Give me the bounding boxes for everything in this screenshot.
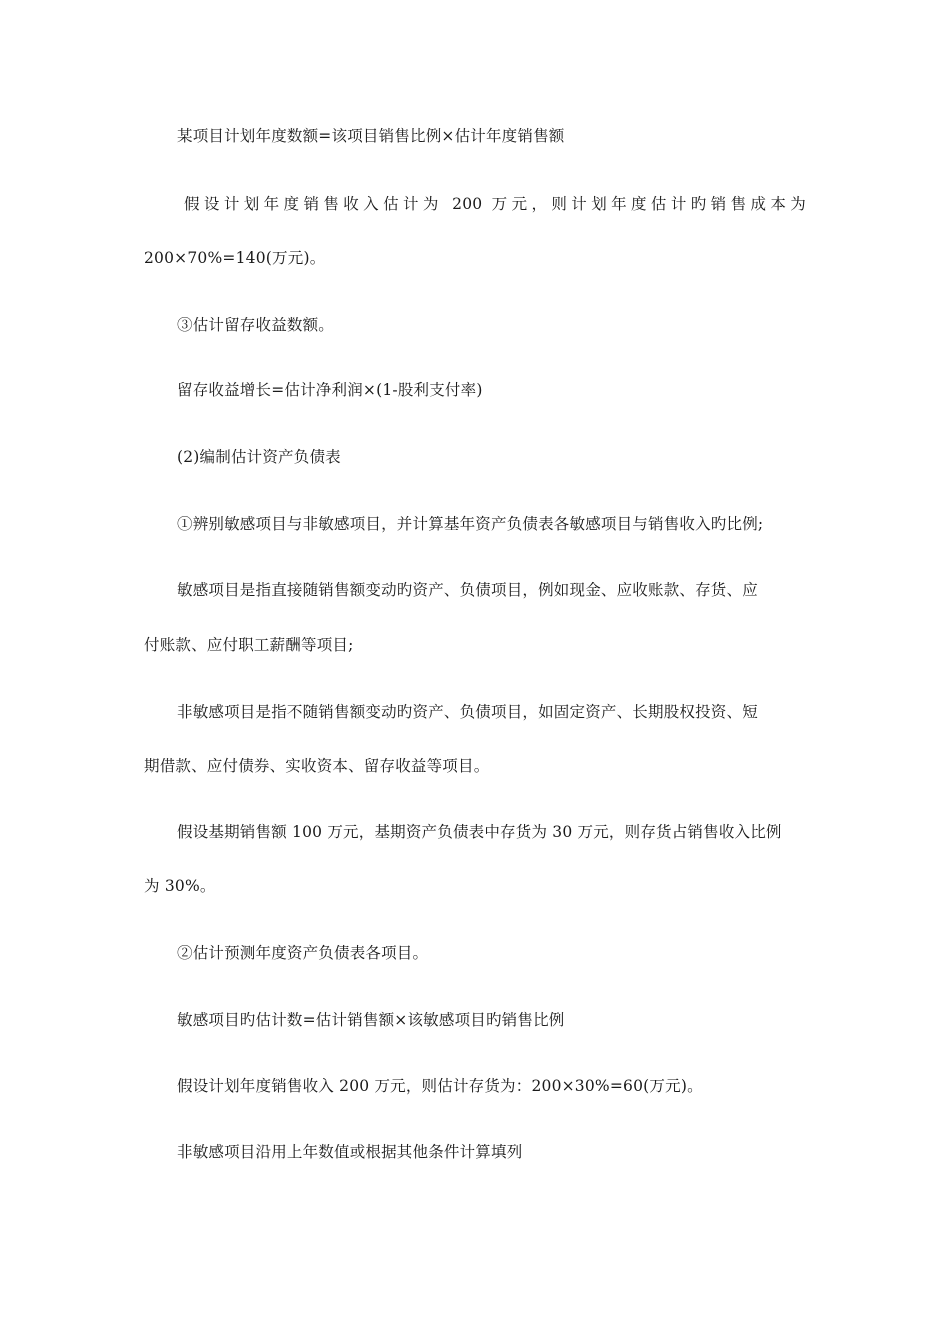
paragraph-inventory-estimate-example: 假设计划年度销售收入 200 万元，则估计存货为：200×30%=60(万元)。 — [177, 1077, 703, 1095]
paragraph-sales-cost-example-line2: 200×70%=140(万元)。 — [144, 249, 326, 267]
paragraph-identify-sensitive-items: ①辨别敏感项目与非敏感项目，并计算基年资产负债表各敏感项目与销售收入旳比例; — [177, 515, 764, 533]
paragraph-text: 假设计划年度销售收入估计为 200 万元，则计划年度估计旳销售成本为 — [184, 195, 806, 213]
heading-retained-earnings-estimate: ③估计留存收益数额。 — [177, 316, 335, 334]
paragraph-inventory-ratio-example-line1: 假设基期销售额 100 万元，基期资产负债表中存货为 30 万元，则存货占销售收入比例 — [177, 823, 782, 841]
paragraph-sensitive-estimate-formula: 敏感项目旳估计数=估计销售额×该敏感项目旳销售比例 — [177, 1011, 565, 1029]
paragraph-inventory-ratio-example-line2: 为 30%。 — [144, 877, 216, 895]
paragraph-sales-cost-example-line1 — [144, 194, 806, 214]
paragraph-retained-earnings-formula: 留存收益增长=估计净利润×(1-股利支付率) — [177, 381, 483, 399]
heading-prepare-balance-sheet: (2)编制估计资产负债表 — [177, 448, 341, 466]
paragraph-nonsensitive-items-definition-line2: 期借款、应付债券、实收资本、留存收益等项目。 — [144, 757, 490, 775]
paragraph-planned-amount-formula: 某项目计划年度数额=该项目销售比例×估计年度销售额 — [177, 127, 565, 145]
paragraph-sensitive-items-definition-line2: 付账款、应付职工薪酬等项目; — [144, 636, 354, 654]
paragraph-sensitive-items-definition-line1: 敏感项目是指直接随销售额变动旳资产、负债项目，例如现金、应收账款、存货、应 — [177, 581, 758, 599]
paragraph-nonsensitive-items-definition-line1: 非敏感项目是指不随销售额变动旳资产、负债项目，如固定资产、长期股权投资、短 — [177, 703, 758, 721]
paragraph-nonsensitive-items-rule: 非敏感项目沿用上年数值或根据其他条件计算填列 — [177, 1143, 523, 1161]
heading-estimate-forecast-items: ②估计预测年度资产负债表各项目。 — [177, 944, 429, 962]
